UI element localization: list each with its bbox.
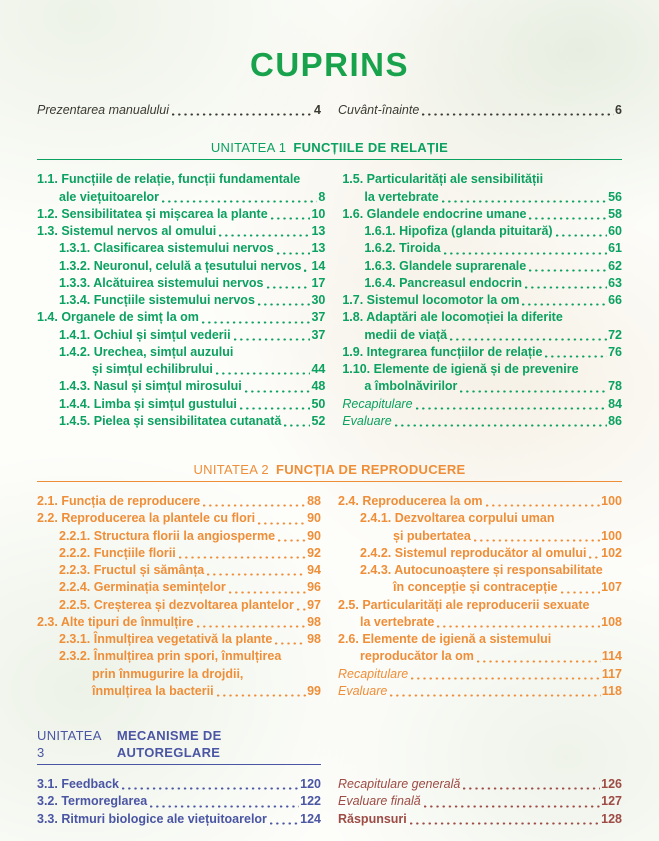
toc-entry-label: a îmbolnăvirilor bbox=[364, 379, 458, 394]
toc-entry bbox=[37, 597, 321, 614]
toc-entry-label: 2.1. Funcția de reproducere bbox=[37, 494, 201, 508]
toc-entry bbox=[37, 327, 325, 344]
toc-entry bbox=[338, 510, 622, 527]
toc-entry-label: 2.3.1. Înmulțirea vegetativă la plante bbox=[59, 632, 273, 646]
dot-leader bbox=[522, 303, 607, 306]
toc-entry bbox=[37, 344, 325, 361]
toc-entry-label: medii de viață bbox=[364, 327, 448, 342]
toc-entry-page: 122 bbox=[300, 794, 321, 809]
toc-entry-label: 2.4.3. Autocunoaștere și responsabilitate bbox=[360, 563, 603, 577]
toc-entry bbox=[37, 223, 325, 240]
toc-entry-page: 62 bbox=[608, 258, 622, 273]
dot-leader bbox=[203, 504, 306, 507]
toc-entry-label: 2.2. Reproducerea la plantele cu flori bbox=[37, 511, 256, 526]
toc-column-right bbox=[342, 171, 622, 430]
dot-leader bbox=[234, 338, 311, 341]
dot-leader bbox=[275, 642, 306, 645]
dot-leader bbox=[270, 822, 299, 825]
toc-entry-label: 1.10. Elemente de igienă și de prevenire bbox=[342, 362, 579, 376]
toc-entry bbox=[37, 614, 321, 631]
toc-entry-label: 1.4.4. Limba și simțul gustului bbox=[59, 396, 237, 411]
toc-entry-page: 72 bbox=[608, 327, 622, 342]
dot-leader bbox=[589, 556, 600, 559]
toc-entry-page: 117 bbox=[601, 666, 622, 681]
toc-entry-page: 86 bbox=[608, 413, 622, 428]
toc-entry-page: 124 bbox=[300, 811, 321, 826]
dot-leader bbox=[278, 539, 306, 542]
toc-entry-label: 2.2.4. Germinația semințelor bbox=[59, 580, 226, 595]
toc-entry bbox=[338, 683, 622, 700]
toc-entry-label: și simțul echilibrului bbox=[92, 362, 213, 376]
toc-entry-page: 13 bbox=[311, 241, 326, 256]
toc-entry bbox=[342, 327, 622, 344]
toc-entry-page: 88 bbox=[307, 494, 321, 508]
toc-entry-label: 1.4.2. Urechea, simțul auzului bbox=[59, 344, 234, 359]
dot-leader bbox=[424, 805, 600, 808]
toc-entry-label: 1.6.3. Glandele suprarenale bbox=[364, 258, 527, 273]
intro-row bbox=[37, 102, 622, 119]
toc-entry-page: 96 bbox=[307, 580, 321, 595]
toc-entry-page: 58 bbox=[608, 206, 622, 221]
toc-entry bbox=[342, 309, 622, 326]
toc-entry bbox=[37, 579, 321, 596]
toc-entry bbox=[342, 240, 622, 257]
toc-entry bbox=[37, 528, 321, 545]
dot-leader bbox=[390, 694, 600, 697]
dot-leader bbox=[277, 252, 311, 255]
toc-entry-label: 2.3.2. Înmulțirea prin spori, înmulțirea bbox=[59, 649, 282, 664]
toc-entry-page: 14 bbox=[311, 258, 326, 273]
toc-entry-page: 44 bbox=[311, 362, 326, 376]
toc-entry bbox=[342, 413, 622, 430]
toc-entry-page: 100 bbox=[601, 528, 622, 543]
unit-title: FUNCȚIA DE REPRODUCERE bbox=[275, 462, 466, 477]
toc-entry-page: 126 bbox=[601, 777, 622, 791]
dot-leader bbox=[217, 694, 307, 697]
toc-entry bbox=[37, 258, 325, 275]
dot-leader bbox=[179, 556, 306, 559]
toc-entry-page: 56 bbox=[608, 189, 622, 204]
toc-entry-label: 1.2. Sensibilitatea și mișcarea la plante bbox=[37, 206, 268, 221]
toc-entry-label: 1.9. Integrarea funcțiilor de relație bbox=[342, 344, 543, 359]
unit-1-section bbox=[37, 139, 622, 430]
toc-entry-label: înmulțirea la bacterii bbox=[92, 683, 214, 698]
toc-entry-page: 30 bbox=[311, 293, 326, 307]
toc-entry-label: reproducător la om bbox=[360, 649, 474, 664]
toc-entry-label: 1.4.5. Pielea și sensibilitatea cutanată bbox=[59, 413, 282, 428]
toc-entry-page: 37 bbox=[311, 327, 326, 342]
toc-entry bbox=[338, 648, 622, 665]
toc-entry-label: 1.8. Adaptări ale locomoției la diferite bbox=[342, 310, 563, 325]
toc-entry-label: 1.3.3. Alcătuirea sistemului nervos bbox=[59, 275, 264, 290]
dot-leader bbox=[411, 677, 601, 680]
toc-entry-page: 61 bbox=[608, 241, 622, 256]
dot-leader bbox=[463, 787, 600, 790]
intro-entry-label: Prezentarea manualului bbox=[37, 103, 170, 117]
toc-entry bbox=[342, 206, 622, 223]
toc-entry-page: 66 bbox=[608, 293, 622, 307]
dot-leader bbox=[267, 286, 311, 289]
toc-entry bbox=[37, 309, 325, 326]
toc-entry-label: 2.2.2. Funcțiile florii bbox=[59, 545, 176, 560]
dot-leader bbox=[202, 321, 311, 324]
toc-entry bbox=[338, 666, 622, 683]
toc-entry bbox=[342, 396, 622, 413]
dot-leader bbox=[197, 625, 307, 628]
dot-leader bbox=[474, 539, 600, 542]
toc-column-right bbox=[338, 776, 622, 828]
dot-leader bbox=[258, 522, 306, 525]
dot-leader bbox=[150, 805, 299, 808]
toc-entry bbox=[37, 189, 325, 206]
unit-kicker: UNITATEA 3 bbox=[37, 728, 102, 760]
intro-entry-page: 4 bbox=[314, 103, 321, 117]
toc-entry-page: 90 bbox=[307, 511, 321, 526]
toc-entry bbox=[342, 275, 622, 292]
dot-leader bbox=[561, 591, 601, 594]
dot-leader bbox=[442, 200, 607, 203]
toc-entry-label: 2.4.2. Sistemul reproducător al omului bbox=[360, 545, 587, 560]
toc-entry bbox=[338, 776, 622, 793]
dot-leader bbox=[477, 660, 601, 663]
dot-leader bbox=[422, 113, 614, 116]
toc-entry bbox=[342, 171, 622, 188]
unit-title: FUNCȚIILE DE RELAȚIE bbox=[293, 140, 449, 156]
unit-2-header bbox=[37, 461, 622, 482]
toc-column-left bbox=[37, 171, 325, 430]
toc-entry-label: prin înmugurire la drojdii, bbox=[92, 666, 244, 681]
toc-entry bbox=[338, 614, 622, 631]
toc-entry-label: 1.3.1. Clasificarea sistemului nervos bbox=[59, 241, 274, 256]
dot-leader bbox=[240, 407, 311, 410]
dot-leader bbox=[486, 504, 601, 507]
toc-entry bbox=[342, 292, 622, 309]
dot-leader bbox=[207, 573, 306, 576]
unit-3-header bbox=[37, 727, 321, 765]
toc-entry bbox=[37, 206, 325, 223]
toc-entry bbox=[37, 562, 321, 579]
toc-entry bbox=[37, 776, 321, 793]
unit-2-section bbox=[37, 461, 622, 700]
toc-entry-page: 50 bbox=[311, 396, 326, 411]
toc-entry bbox=[342, 378, 622, 395]
toc-entry-label: 1.7. Sistemul locomotor la om bbox=[342, 293, 520, 307]
toc-entry-label: 1.1. Funcțiile de relație, funcții fundamentale bbox=[37, 172, 301, 187]
toc-entry-page: 13 bbox=[311, 224, 326, 238]
unit-kicker: UNITATEA 1 bbox=[210, 140, 287, 156]
toc-entry-page: 60 bbox=[608, 224, 622, 238]
toc-entry-page: 17 bbox=[311, 275, 326, 290]
toc-entry bbox=[37, 361, 325, 378]
intro-entry-page: 6 bbox=[615, 103, 622, 117]
toc-entry-page: 107 bbox=[601, 580, 622, 595]
dot-leader bbox=[395, 424, 607, 427]
toc-entry-label: 2.2.3. Fructul și sămânța bbox=[59, 563, 205, 577]
toc-entry bbox=[37, 378, 325, 395]
toc-entry-label: 3.3. Ritmuri biologice ale viețuitoarelor bbox=[37, 811, 267, 826]
toc-entry bbox=[37, 510, 321, 527]
toc-entry-label: 2.3. Alte tipuri de înmulțire bbox=[37, 614, 194, 629]
dot-leader bbox=[245, 390, 311, 393]
toc-entry-label: 1.4.3. Nasul și simțul mirosului bbox=[59, 379, 242, 394]
toc-entry bbox=[37, 171, 325, 188]
toc-entry-label: 1.5. Particularități ale sensibilității bbox=[342, 172, 544, 187]
toc-entry bbox=[37, 493, 321, 510]
toc-entry bbox=[338, 493, 622, 510]
toc-entry-page: 97 bbox=[307, 597, 321, 612]
unit-3-section bbox=[37, 727, 622, 828]
toc-entry-label: și pubertatea bbox=[393, 528, 471, 543]
toc-entry-page: 37 bbox=[311, 310, 326, 325]
dot-leader bbox=[229, 591, 306, 594]
toc-entry-page: 52 bbox=[311, 413, 326, 428]
toc-entry-label: 1.3. Sistemul nervos al omului bbox=[37, 224, 217, 238]
toc-entry-label: 2.2.1. Structura florii la angiosperme bbox=[59, 528, 276, 543]
dot-leader bbox=[410, 822, 600, 825]
toc-column-left bbox=[37, 493, 321, 700]
toc-entry bbox=[37, 648, 321, 665]
toc-entry-label: Evaluare bbox=[342, 413, 392, 428]
toc-entry bbox=[37, 275, 325, 292]
dot-leader bbox=[525, 286, 607, 289]
toc-entry-label: Răspunsuri bbox=[338, 811, 407, 826]
toc-entry bbox=[37, 666, 321, 683]
toc-entry bbox=[342, 189, 622, 206]
dot-leader bbox=[284, 424, 310, 427]
toc-entry-page: 92 bbox=[307, 545, 321, 560]
toc-entry bbox=[37, 292, 325, 309]
toc-entry-page: 84 bbox=[608, 396, 622, 411]
toc-entry bbox=[37, 545, 321, 562]
toc-entry-label: 2.6. Elemente de igienă a sistemului bbox=[338, 632, 552, 646]
toc-entry-label: 3.2. Termoreglarea bbox=[37, 794, 148, 809]
dot-leader bbox=[258, 303, 311, 306]
dot-leader bbox=[444, 252, 608, 255]
toc-entry-label: la vertebrate bbox=[364, 189, 439, 204]
toc-entry-label: la vertebrate bbox=[360, 614, 435, 629]
dot-leader bbox=[529, 269, 607, 272]
toc-entry bbox=[37, 396, 325, 413]
dot-leader bbox=[416, 407, 608, 410]
toc-entry-label: 1.6.4. Pancreasul endocrin bbox=[364, 275, 523, 290]
toc-entry-label: Evaluare bbox=[338, 683, 388, 698]
unit-kicker: UNITATEA 2 bbox=[193, 462, 269, 477]
toc-entry-page: 98 bbox=[307, 614, 321, 629]
toc-entry bbox=[37, 683, 321, 700]
dot-leader bbox=[556, 234, 608, 237]
toc-entry bbox=[338, 597, 622, 614]
dot-leader bbox=[437, 625, 600, 628]
toc-entry-page: 118 bbox=[601, 683, 622, 698]
toc-entry-label: în concepție și contracepție bbox=[393, 580, 558, 595]
toc-entry-page: 94 bbox=[307, 563, 321, 577]
page-title: CUPRINS bbox=[249, 46, 410, 83]
dot-leader bbox=[162, 200, 317, 203]
toc-entry-page: 120 bbox=[300, 777, 321, 791]
toc-entry bbox=[342, 361, 622, 378]
toc-entry-label: Recapitulare generală bbox=[338, 777, 461, 791]
unit-title: MECANISME DE AUTOREGLARE bbox=[116, 728, 222, 760]
toc-entry-page: 76 bbox=[608, 344, 622, 359]
toc-entry-label: 1.3.4. Funcțiile sistemului nervos bbox=[59, 293, 255, 307]
intro-entry-label: Cuvânt-înainte bbox=[338, 103, 420, 117]
toc-entry-label: ale viețuitoarelor bbox=[59, 189, 160, 204]
toc-entry bbox=[338, 793, 622, 810]
dot-leader bbox=[122, 787, 299, 790]
toc-entry bbox=[338, 631, 622, 648]
toc-entry-label: 2.5. Particularități ale reproducerii sexuate bbox=[338, 597, 590, 612]
toc-entry bbox=[37, 811, 321, 828]
toc-entry-label: 2.4. Reproducerea la om bbox=[338, 494, 483, 508]
toc-entry-page: 102 bbox=[601, 545, 622, 560]
toc-entry-label: 1.6. Glandele endocrine umane bbox=[342, 206, 527, 221]
toc-entry bbox=[338, 528, 622, 545]
toc-entry-page: 100 bbox=[601, 494, 622, 508]
dot-leader bbox=[460, 390, 607, 393]
toc-entry bbox=[338, 811, 622, 828]
toc-entry-label: 3.1. Feedback bbox=[37, 777, 119, 791]
toc-entry bbox=[342, 223, 622, 240]
intro-entry bbox=[37, 102, 321, 119]
dot-leader bbox=[271, 217, 311, 220]
dot-leader bbox=[172, 113, 313, 116]
unit-1-header bbox=[37, 139, 622, 160]
toc-entry bbox=[37, 413, 325, 430]
toc-entry-label: 1.4.1. Ochiul și simțul vederii bbox=[59, 327, 231, 342]
toc-entry-page: 128 bbox=[601, 811, 622, 826]
toc-entry bbox=[338, 562, 622, 579]
toc-entry-page: 78 bbox=[608, 379, 622, 394]
toc-entry-page: 63 bbox=[608, 275, 622, 290]
toc-entry-label: 1.3.2. Neuronul, celulă a țesutului nervos bbox=[59, 258, 302, 273]
toc-entry bbox=[342, 344, 622, 361]
toc-entry bbox=[37, 240, 325, 257]
toc-entry-label: 1.6.2. Tiroida bbox=[364, 241, 441, 256]
toc-entry-label: 2.2.5. Creșterea și dezvoltarea plantelor bbox=[59, 597, 294, 612]
toc-entry-label: 2.4.1. Dezvoltarea corpului uman bbox=[360, 511, 555, 526]
toc-entry-page: 127 bbox=[601, 794, 622, 809]
toc-column-left bbox=[37, 776, 321, 828]
toc-entry-page: 99 bbox=[307, 683, 321, 698]
toc-column-right bbox=[338, 493, 622, 700]
toc-entry bbox=[37, 793, 321, 810]
intro-entry bbox=[338, 102, 622, 119]
toc-entry-page: 98 bbox=[307, 632, 321, 646]
dot-leader bbox=[297, 608, 306, 611]
toc-entry-page: 114 bbox=[601, 649, 622, 664]
dot-leader bbox=[219, 234, 310, 237]
toc-entry-page: 108 bbox=[601, 614, 622, 629]
toc-entry-page: 8 bbox=[318, 189, 326, 204]
toc-entry-label: 1.4. Organele de simț la om bbox=[37, 310, 199, 325]
dot-leader bbox=[304, 269, 310, 272]
toc-entry bbox=[338, 545, 622, 562]
toc-entry-label: Evaluare finală bbox=[338, 794, 421, 809]
toc-entry-label: Recapitulare bbox=[338, 666, 409, 681]
toc-entry bbox=[37, 631, 321, 648]
toc-entry-label: Recapitulare bbox=[342, 396, 413, 411]
dot-leader bbox=[545, 355, 607, 358]
toc-entry-label: 1.6.1. Hipofiza (glanda pituitară) bbox=[364, 224, 553, 238]
toc-entry bbox=[342, 258, 622, 275]
dot-leader bbox=[450, 338, 607, 341]
toc-entry-page: 10 bbox=[311, 206, 326, 221]
toc-entry-page: 48 bbox=[311, 379, 326, 394]
dot-leader bbox=[529, 217, 607, 220]
dot-leader bbox=[216, 372, 311, 375]
toc-entry-page: 90 bbox=[307, 528, 321, 543]
toc-entry bbox=[338, 579, 622, 596]
